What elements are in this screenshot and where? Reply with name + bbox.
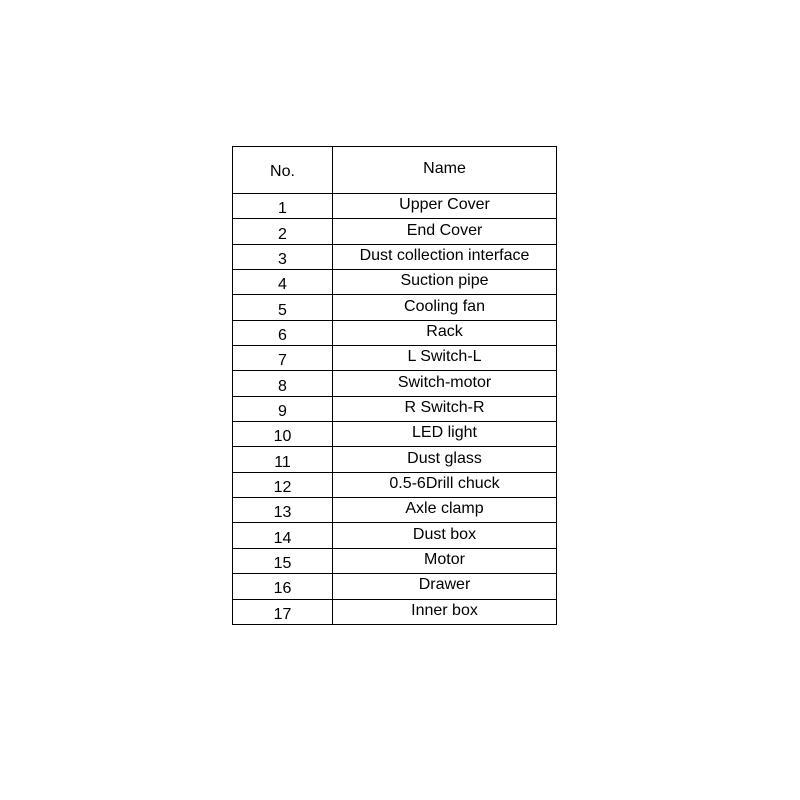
row-no: 17 [233, 599, 333, 624]
row-no: 4 [233, 270, 333, 295]
row-no: 13 [233, 498, 333, 523]
row-name: Dust box [333, 523, 557, 548]
row-no: 15 [233, 548, 333, 573]
row-name: Inner box [333, 599, 557, 624]
table-row [233, 599, 557, 624]
table-row [233, 346, 557, 371]
row-no: 1 [233, 194, 333, 219]
header-no: No. [233, 147, 333, 194]
row-no: 14 [233, 523, 333, 548]
row-name: Suction pipe [333, 270, 557, 295]
row-name: LED light [333, 422, 557, 447]
table-row [233, 219, 557, 244]
row-name: End Cover [333, 219, 557, 244]
table-header [233, 147, 557, 194]
table-row [233, 422, 557, 447]
row-no: 3 [233, 244, 333, 269]
row-name: 0.5-6Drill chuck [333, 472, 557, 497]
row-name: Axle clamp [333, 498, 557, 523]
table-row [233, 548, 557, 573]
parts-table [232, 146, 557, 625]
table-body [233, 194, 557, 625]
row-no: 6 [233, 320, 333, 345]
row-no: 2 [233, 219, 333, 244]
table-row [233, 523, 557, 548]
row-no: 12 [233, 472, 333, 497]
table-row [233, 371, 557, 396]
row-name: Drawer [333, 574, 557, 599]
table-row [233, 447, 557, 472]
row-name: Rack [333, 320, 557, 345]
header-name: Name [333, 147, 557, 194]
row-name: Dust collection interface [333, 244, 557, 269]
row-name: L Switch-L [333, 346, 557, 371]
table-row [233, 320, 557, 345]
header-row [233, 147, 557, 194]
row-name: Upper Cover [333, 194, 557, 219]
row-no: 8 [233, 371, 333, 396]
table-row [233, 396, 557, 421]
table-row [233, 472, 557, 497]
table-row [233, 498, 557, 523]
row-no: 16 [233, 574, 333, 599]
row-no: 5 [233, 295, 333, 320]
table-row [233, 574, 557, 599]
table-row [233, 244, 557, 269]
row-name: Dust glass [333, 447, 557, 472]
table-row [233, 270, 557, 295]
table-row [233, 295, 557, 320]
table-row [233, 194, 557, 219]
row-name: R Switch-R [333, 396, 557, 421]
row-no: 9 [233, 396, 333, 421]
row-name: Switch-motor [333, 371, 557, 396]
row-no: 11 [233, 447, 333, 472]
row-name: Cooling fan [333, 295, 557, 320]
row-name: Motor [333, 548, 557, 573]
row-no: 10 [233, 422, 333, 447]
row-no: 7 [233, 346, 333, 371]
